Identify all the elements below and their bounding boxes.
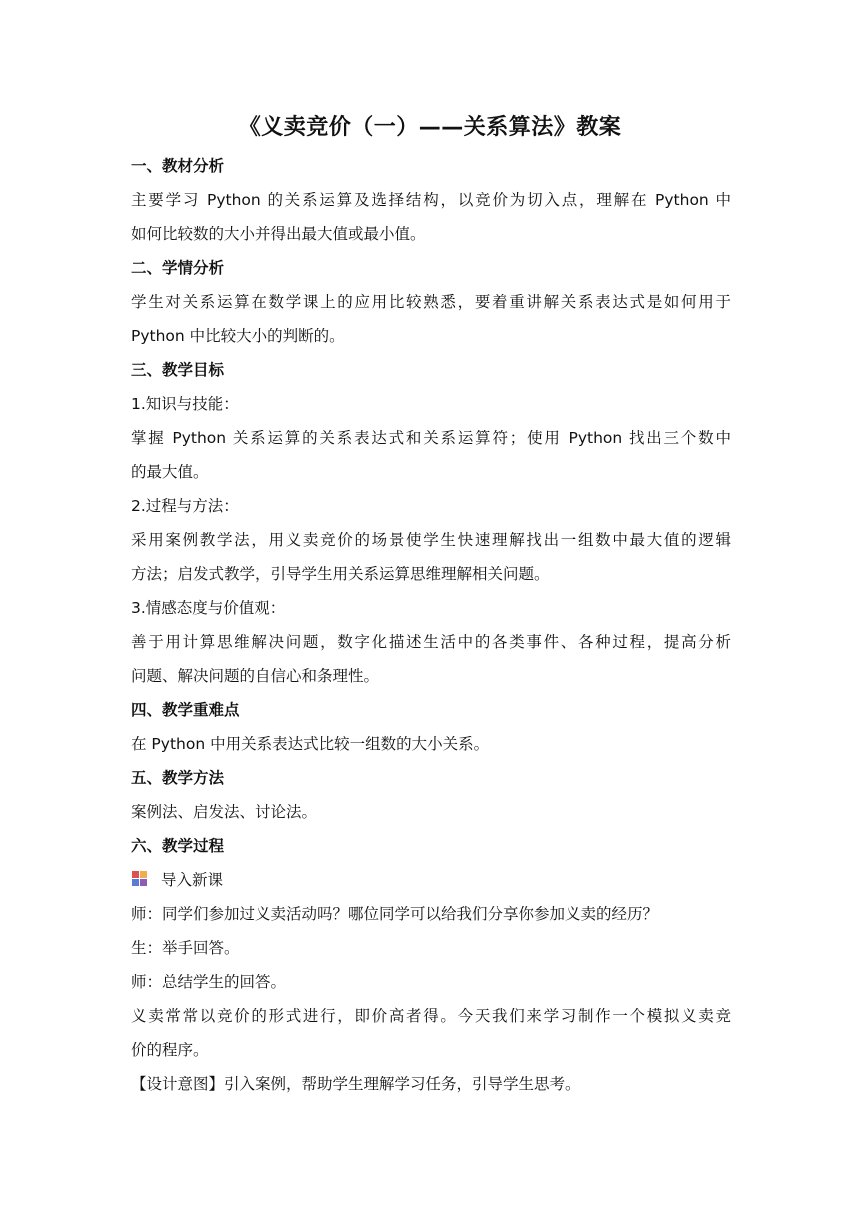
bullet-label: 导入新课 xyxy=(161,871,224,889)
text-line: 方法；启发式教学，引导学生用关系运算思维理解相关问题。 xyxy=(131,565,550,583)
text-line: 生：举手回答。 xyxy=(131,939,240,957)
section-heading: 五、教学方法 xyxy=(131,769,225,787)
bullet-icon xyxy=(131,870,149,888)
text-line: 1.知识与技能： xyxy=(131,395,239,413)
text-line: 案例法、启发法、讨论法。 xyxy=(131,803,318,821)
text-line: 价的程序。 xyxy=(131,1041,209,1059)
text-line: 【设计意图】引入案例，帮助学生理解学习任务，引导学生思考。 xyxy=(131,1075,581,1093)
text-line: 掌握 Python 关系运算的关系表达式和关系运算符；使用 Python 找出三个数中 xyxy=(131,429,731,447)
section-heading: 六、教学过程 xyxy=(131,837,225,855)
section-heading: 二、学情分析 xyxy=(131,259,225,277)
text-line xyxy=(131,863,731,897)
text-line: 学生对关系运算在数学课上的应用比较熟悉，要着重讲解关系表达式是如何用于 xyxy=(131,293,731,311)
text-line: 采用案例教学法，用义卖竞价的场景使学生快速理解找出一组数中最大值的逻辑 xyxy=(131,531,731,549)
section-heading: 一、教材分析 xyxy=(131,157,225,175)
page-title: 《义卖竞价（一）——关系算法》教案 xyxy=(238,115,622,140)
text-line: 义卖常常以竞价的形式进行，即价高者得。今天我们来学习制作一个模拟义卖竞 xyxy=(131,1007,731,1025)
text-line: Python 中比较大小的判断的。 xyxy=(131,327,345,345)
text-line: 如何比较数的大小并得出最大值或最小值。 xyxy=(131,225,426,243)
section-heading: 三、教学目标 xyxy=(131,361,225,379)
text-line: 善于用计算思维解决问题，数字化描述生活中的各类事件、各种过程，提高分析 xyxy=(131,633,731,651)
text-line: 的最大值。 xyxy=(131,463,209,481)
text-line: 2.过程与方法： xyxy=(131,497,239,515)
section-heading: 四、教学重难点 xyxy=(131,701,240,719)
text-line: 问题、解决问题的自信心和条理性。 xyxy=(131,667,380,685)
text-line: 主要学习 Python 的关系运算及选择结构，以竞价为切入点，理解在 Python 中 xyxy=(131,191,731,209)
text-line: 3.情感态度与价值观： xyxy=(131,599,286,617)
text-line: 在 Python 中用关系表达式比较一组数的大小关系。 xyxy=(131,735,490,753)
text-line: 师：总结学生的回答。 xyxy=(131,973,287,991)
text-line: 师：同学们参加过义卖活动吗？哪位同学可以给我们分享你参加义卖的经历？ xyxy=(131,905,659,923)
